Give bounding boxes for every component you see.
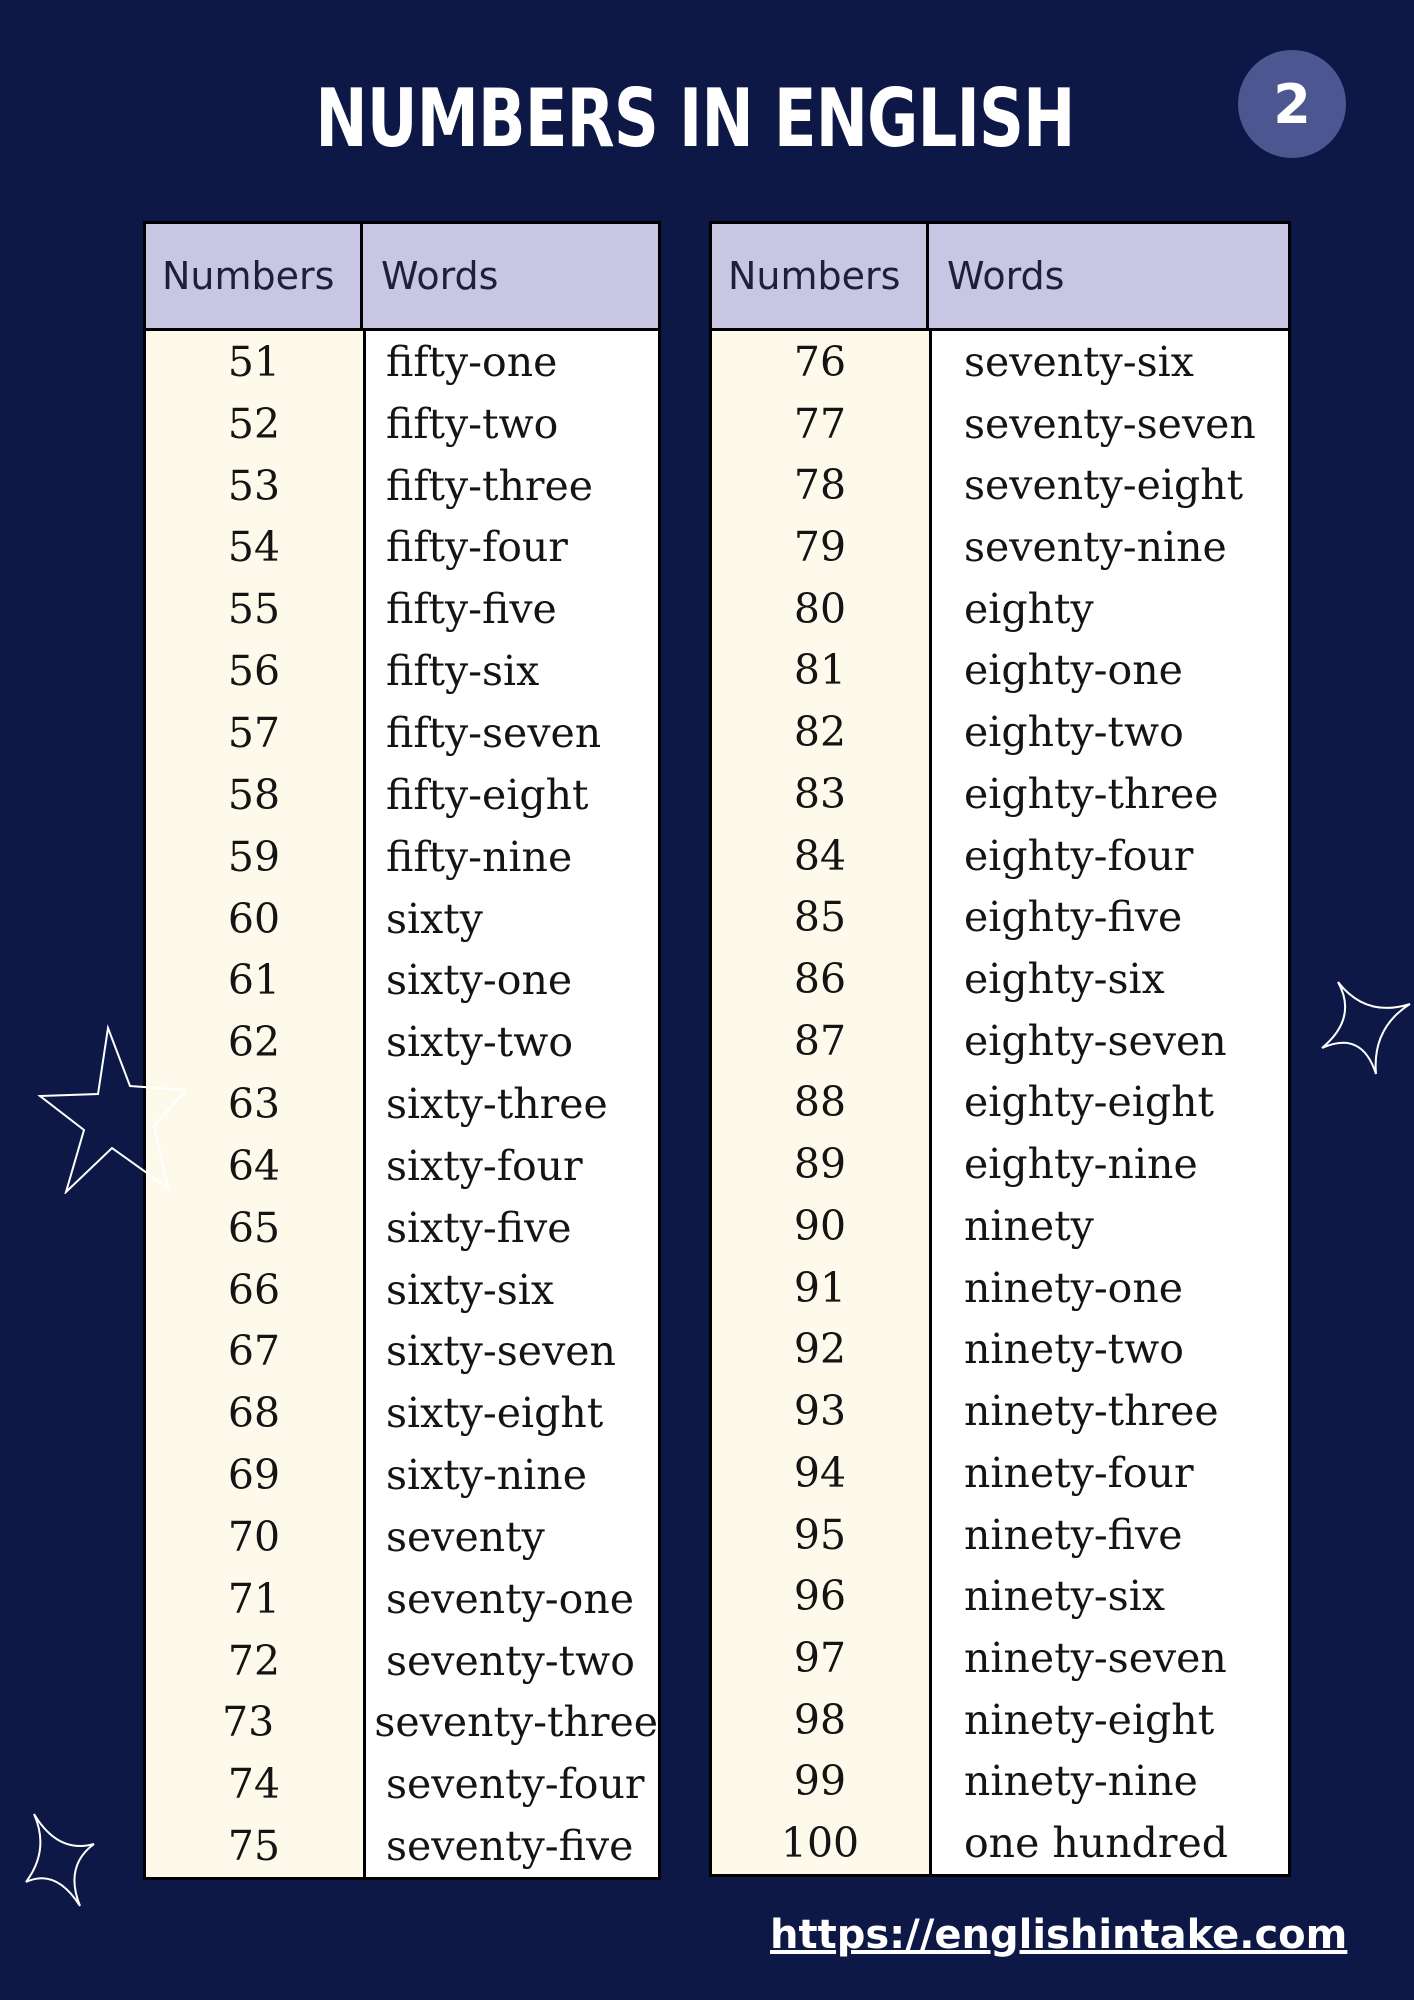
number-cell: 55 xyxy=(227,585,281,634)
page-title: NUMBERS IN ENGLISH xyxy=(315,72,1075,165)
number-cell: 68 xyxy=(227,1389,281,1438)
number-cell: 69 xyxy=(227,1451,281,1500)
number-cell: 93 xyxy=(793,1387,847,1436)
table-rows xyxy=(146,331,658,1877)
table-row xyxy=(712,1133,1288,1195)
number-cell: 70 xyxy=(227,1512,281,1561)
word-cell: ninety-two xyxy=(964,1325,1184,1374)
number-cell: 51 xyxy=(227,337,281,386)
word-cell: sixty xyxy=(386,894,483,943)
table-row xyxy=(146,393,658,455)
number-cell: 59 xyxy=(227,832,281,881)
number-cell: 97 xyxy=(793,1633,847,1682)
word-cell: eighty xyxy=(964,584,1094,633)
number-cell: 74 xyxy=(227,1760,281,1809)
word-cell: fifty-three xyxy=(386,461,594,510)
numbers-table-right xyxy=(709,221,1291,1877)
sparkle-icon xyxy=(20,1810,100,1910)
number-cell: 56 xyxy=(227,647,281,696)
number-cell: 64 xyxy=(227,1141,281,1190)
word-cell: ninety-nine xyxy=(964,1757,1198,1806)
table-row xyxy=(146,1568,658,1630)
website-link[interactable]: https://englishintake.com xyxy=(770,1912,1348,1958)
word-cell: seventy-three xyxy=(374,1698,658,1747)
table-row xyxy=(146,578,658,640)
word-cell: one hundred xyxy=(964,1819,1228,1868)
word-cell: eighty-four xyxy=(964,831,1194,880)
word-cell: seventy-two xyxy=(386,1636,635,1685)
word-cell: sixty-five xyxy=(386,1203,572,1252)
table-row xyxy=(146,1630,658,1692)
number-cell: 85 xyxy=(793,893,847,942)
word-cell: ninety xyxy=(964,1201,1094,1250)
word-cell: eighty-nine xyxy=(964,1140,1198,1189)
word-cell: fifty-nine xyxy=(386,832,573,881)
table-row xyxy=(146,1011,658,1073)
table-row xyxy=(146,1692,658,1754)
table-row xyxy=(712,393,1288,455)
number-cell: 75 xyxy=(227,1822,281,1871)
table-row xyxy=(712,1504,1288,1566)
table-row xyxy=(712,1442,1288,1504)
table-row xyxy=(146,826,658,888)
column-header-words: Words xyxy=(947,254,1065,298)
table-row xyxy=(146,1753,658,1815)
sparkle-icon xyxy=(1318,978,1414,1078)
word-cell: ninety-six xyxy=(964,1572,1165,1621)
word-cell: seventy xyxy=(386,1512,545,1561)
table-row xyxy=(712,1319,1288,1381)
table-row xyxy=(712,1812,1288,1874)
word-cell: ninety-five xyxy=(964,1510,1183,1559)
column-header-numbers: Numbers xyxy=(712,224,929,328)
word-cell: seventy-six xyxy=(964,337,1194,386)
number-cell: 92 xyxy=(793,1325,847,1374)
word-cell: fifty-five xyxy=(386,585,557,634)
table-header xyxy=(712,224,1288,331)
word-cell: eighty-one xyxy=(964,646,1183,695)
number-cell: 78 xyxy=(793,461,847,510)
number-cell: 67 xyxy=(227,1327,281,1376)
word-cell: seventy-seven xyxy=(964,399,1256,448)
table-row xyxy=(146,1321,658,1383)
number-cell: 86 xyxy=(793,955,847,1004)
table-row xyxy=(712,1627,1288,1689)
word-cell: sixty-six xyxy=(386,1265,555,1314)
number-cell: 61 xyxy=(227,956,281,1005)
table-row xyxy=(146,888,658,950)
column-header-numbers: Numbers xyxy=(146,224,363,328)
word-cell: sixty-two xyxy=(386,1018,574,1067)
table-row xyxy=(712,640,1288,702)
table-row xyxy=(712,825,1288,887)
table-row xyxy=(146,1506,658,1568)
number-cell: 88 xyxy=(793,1078,847,1127)
word-cell: fifty-four xyxy=(386,523,568,572)
word-cell: ninety-three xyxy=(964,1387,1219,1436)
number-cell: 98 xyxy=(793,1695,847,1744)
table-body xyxy=(146,331,658,1877)
table-row xyxy=(712,578,1288,640)
table-row xyxy=(146,949,658,1011)
number-cell: 90 xyxy=(793,1201,847,1250)
number-cell: 95 xyxy=(793,1510,847,1559)
word-cell: fifty-eight xyxy=(386,770,589,819)
number-cell: 87 xyxy=(793,1016,847,1065)
word-cell: fifty-six xyxy=(386,647,540,696)
word-cell: sixty-four xyxy=(386,1141,583,1190)
number-cell: 52 xyxy=(227,399,281,448)
table-row xyxy=(146,1135,658,1197)
word-cell: eighty-eight xyxy=(964,1078,1215,1127)
word-cell: sixty-nine xyxy=(386,1451,587,1500)
number-cell: 62 xyxy=(227,1018,281,1067)
table-row xyxy=(146,1444,658,1506)
table-row xyxy=(712,1010,1288,1072)
word-cell: eighty-two xyxy=(964,708,1184,757)
word-cell: seventy-nine xyxy=(964,523,1227,572)
number-cell: 66 xyxy=(227,1265,281,1314)
word-cell: seventy-one xyxy=(386,1574,634,1623)
table-header xyxy=(146,224,658,331)
number-cell: 60 xyxy=(227,894,281,943)
number-cell: 65 xyxy=(227,1203,281,1252)
table-row xyxy=(712,701,1288,763)
table-body xyxy=(712,331,1288,1874)
table-row xyxy=(712,516,1288,578)
word-cell: ninety-four xyxy=(964,1448,1194,1497)
table-row xyxy=(712,331,1288,393)
number-cell: 57 xyxy=(227,708,281,757)
table-row xyxy=(712,1257,1288,1319)
star-outline-icon xyxy=(36,1024,186,1194)
table-row xyxy=(712,1072,1288,1134)
number-cell: 89 xyxy=(793,1140,847,1189)
table-row xyxy=(712,948,1288,1010)
table-row xyxy=(712,1195,1288,1257)
word-cell: ninety-seven xyxy=(964,1633,1227,1682)
table-row xyxy=(146,331,658,393)
number-cell: 58 xyxy=(227,770,281,819)
number-cell: 71 xyxy=(227,1574,281,1623)
word-cell: sixty-one xyxy=(386,956,573,1005)
table-row xyxy=(146,1382,658,1444)
word-cell: fifty-seven xyxy=(386,708,602,757)
table-row xyxy=(712,763,1288,825)
column-header-words: Words xyxy=(381,254,499,298)
table-row xyxy=(146,640,658,702)
table-row xyxy=(146,517,658,579)
word-cell: seventy-eight xyxy=(964,461,1244,510)
table-row xyxy=(712,1751,1288,1813)
number-cell: 100 xyxy=(780,1819,860,1868)
table-row xyxy=(712,886,1288,948)
number-cell: 83 xyxy=(793,769,847,818)
number-cell: 99 xyxy=(793,1757,847,1806)
number-cell: 77 xyxy=(793,399,847,448)
word-cell: seventy-four xyxy=(386,1760,645,1809)
word-cell: fifty-two xyxy=(386,399,559,448)
number-cell: 91 xyxy=(793,1263,847,1312)
word-cell: sixty-seven xyxy=(386,1327,616,1376)
table-row xyxy=(712,454,1288,516)
page-number-badge: 2 xyxy=(1238,50,1346,158)
number-cell: 63 xyxy=(227,1080,281,1129)
number-cell: 76 xyxy=(793,337,847,386)
number-cell: 81 xyxy=(793,646,847,695)
table-row xyxy=(712,1689,1288,1751)
table-rows xyxy=(712,331,1288,1874)
table-row xyxy=(146,764,658,826)
table-row xyxy=(146,455,658,517)
word-cell: ninety-eight xyxy=(964,1695,1215,1744)
table-row xyxy=(146,1073,658,1135)
word-cell: sixty-three xyxy=(386,1080,608,1129)
number-cell: 80 xyxy=(793,584,847,633)
word-cell: eighty-five xyxy=(964,893,1183,942)
number-cell: 84 xyxy=(793,831,847,880)
word-cell: seventy-five xyxy=(386,1822,634,1871)
word-cell: ninety-one xyxy=(964,1263,1184,1312)
word-cell: eighty-three xyxy=(964,769,1219,818)
table-row xyxy=(146,1197,658,1259)
numbers-table-left xyxy=(143,221,661,1880)
table-row xyxy=(146,1815,658,1877)
number-cell: 54 xyxy=(227,523,281,572)
word-cell: sixty-eight xyxy=(386,1389,604,1438)
word-cell: fifty-one xyxy=(386,337,558,386)
table-row xyxy=(146,1259,658,1321)
number-cell: 94 xyxy=(793,1448,847,1497)
table-row xyxy=(146,702,658,764)
table-row xyxy=(712,1380,1288,1442)
word-cell: eighty-six xyxy=(964,955,1165,1004)
number-cell: 72 xyxy=(227,1636,281,1685)
table-row xyxy=(712,1565,1288,1627)
number-cell: 73 xyxy=(222,1698,275,1747)
number-cell: 96 xyxy=(793,1572,847,1621)
number-cell: 53 xyxy=(227,461,281,510)
word-cell: eighty-seven xyxy=(964,1016,1227,1065)
number-cell: 82 xyxy=(793,708,847,757)
number-cell: 79 xyxy=(793,523,847,572)
